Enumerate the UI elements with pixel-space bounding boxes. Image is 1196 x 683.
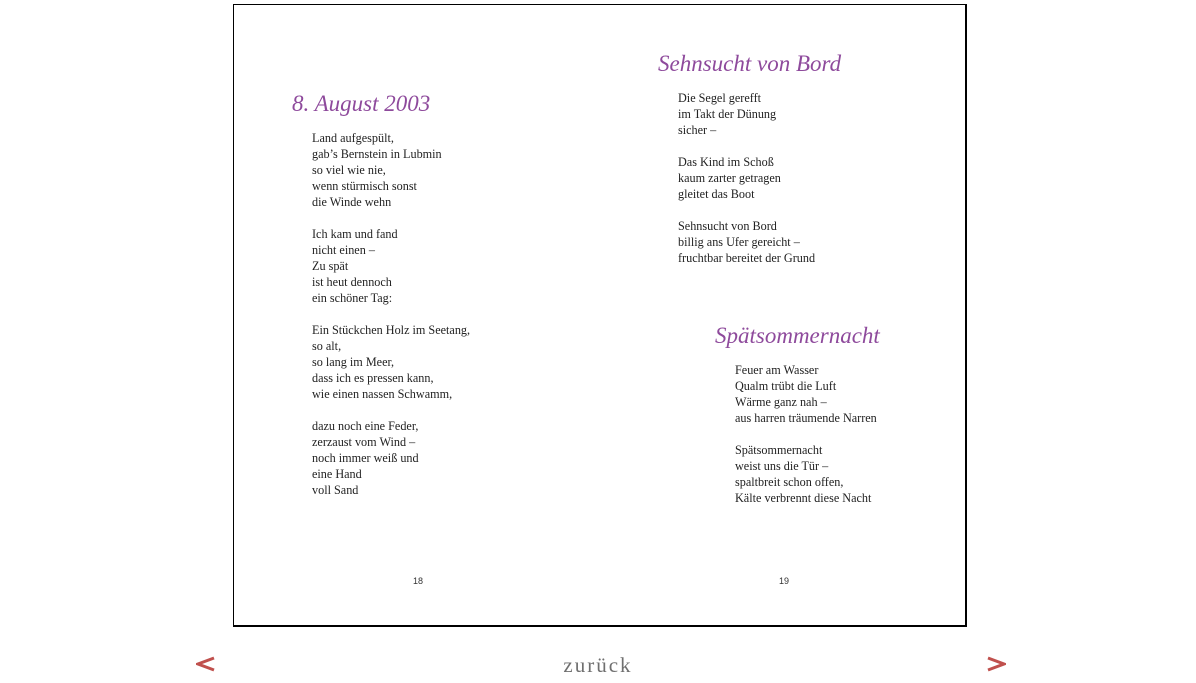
poem-line: voll Sand	[312, 483, 359, 497]
poem-line: Sehnsucht von Bord	[678, 219, 777, 233]
poem-line: billig ans Ufer gereicht –	[678, 235, 800, 249]
poem-line: im Takt der Dünung	[678, 107, 777, 121]
stanza	[678, 218, 815, 266]
poem-line: ein schöner Tag:	[312, 291, 393, 305]
poem-line: dazu noch eine Feder,	[312, 419, 419, 433]
poem-body-sehnsucht	[678, 90, 815, 266]
book-spread	[233, 4, 967, 627]
poem-line: spaltbreit schon offen,	[735, 475, 844, 489]
poem-line: eine Hand	[312, 467, 362, 481]
poem-line: ist heut dennoch	[312, 275, 392, 289]
poem-line: noch immer weiß und	[312, 451, 419, 465]
poem-line: Die Segel gerefft	[678, 91, 762, 105]
stanza	[735, 442, 877, 506]
poem-line: Ein Stückchen Holz im Seetang,	[312, 323, 471, 337]
stanza	[312, 130, 470, 210]
poem-line: nicht einen –	[312, 243, 375, 257]
poem-title-august: 8. August 2003	[292, 91, 431, 116]
stanza	[735, 362, 877, 426]
poem-line: Land aufgespült,	[312, 131, 394, 145]
poem-line: sicher –	[678, 123, 717, 137]
stanza	[678, 154, 815, 202]
back-link-row	[0, 653, 1196, 678]
next-page-button[interactable]	[986, 652, 1006, 676]
poem-line: gleitet das Boot	[678, 187, 755, 201]
chevron-right-icon	[986, 652, 1006, 676]
poem-line: Zu spät	[312, 259, 349, 273]
poem-title-spaetsommernacht: Spätsommernacht	[715, 323, 880, 348]
back-link[interactable]: zurück	[563, 653, 633, 677]
poem-line: Spätsommernacht	[735, 443, 823, 457]
poem-line: Feuer am Wasser	[735, 363, 819, 377]
poem-line: wie einen nassen Schwamm,	[312, 387, 453, 401]
poem-body-august	[312, 130, 470, 498]
poem-line: weist uns die Tür –	[735, 459, 829, 473]
poem-line: Qualm trübt die Luft	[735, 379, 837, 393]
poem-line: gab’s Bernstein in Lubmin	[312, 147, 442, 161]
poem-line: wenn stürmisch sonst	[312, 179, 417, 193]
poem-line: die Winde wehn	[312, 195, 392, 209]
poem-line: Wärme ganz nah –	[735, 395, 827, 409]
poem-line: fruchtbar bereitet der Grund	[678, 251, 816, 265]
page-number-right: 19	[779, 576, 790, 586]
poem-body-spaetsommernacht	[735, 362, 877, 506]
poem-line: zerzaust vom Wind –	[312, 435, 416, 449]
poem-line: Das Kind im Schoß	[678, 155, 774, 169]
poem-line: Ich kam und fand	[312, 227, 398, 241]
poem-title-sehnsucht: Sehnsucht von Bord	[658, 51, 842, 76]
poem-line: so alt,	[312, 339, 342, 353]
stanza	[678, 90, 815, 138]
stanza	[312, 226, 470, 306]
stanza	[312, 322, 470, 402]
poem-line: so viel wie nie,	[312, 163, 386, 177]
poem-line: aus harren träumende Narren	[735, 411, 877, 425]
stanza	[312, 418, 470, 498]
poem-line: dass ich es pressen kann,	[312, 371, 434, 385]
page-number-left: 18	[413, 576, 424, 586]
poem-line: Kälte verbrennt diese Nacht	[735, 491, 872, 505]
poem-line: kaum zarter getragen	[678, 171, 781, 185]
poem-line: so lang im Meer,	[312, 355, 395, 369]
